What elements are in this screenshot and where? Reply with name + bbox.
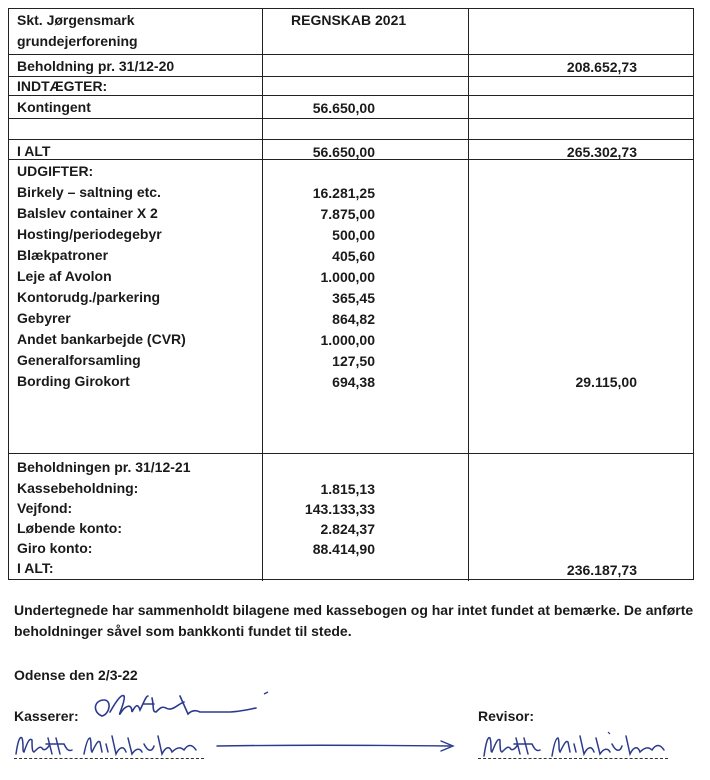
organization-name: Skt. Jørgensmark <box>17 12 135 28</box>
row-divider <box>9 118 693 119</box>
row-divider <box>9 54 693 55</box>
opening-balance-label: Beholdning pr. 31/12-20 <box>17 58 175 74</box>
expense-item-label: Birkely – saltning etc. <box>17 184 161 200</box>
closing-item-label: Vejfond: <box>17 500 73 516</box>
closing-item-amount: 2.824,37 <box>320 521 375 537</box>
subtotal-total: 265.302,73 <box>566 144 637 160</box>
closing-total-label: I ALT: <box>17 560 54 576</box>
arrow-line <box>215 738 465 754</box>
income-heading: INDTÆGTER: <box>17 78 108 94</box>
closing-item-amount: 1.815,13 <box>320 481 375 497</box>
closing-item-label: Kassebeholdning: <box>17 480 139 496</box>
expense-item-amount: 864,82 <box>332 311 375 327</box>
row-divider <box>9 139 693 140</box>
cashier-signature <box>12 730 202 762</box>
expense-item-label: Kontorudg./parkering <box>17 289 161 305</box>
opening-balance-total: 208.652,73 <box>566 59 637 75</box>
expense-item-label: Generalforsamling <box>17 352 141 368</box>
auditor-label: Revisor: <box>478 708 535 724</box>
cashier-initials-signature <box>88 690 278 730</box>
expense-item-amount: 500,00 <box>332 227 375 243</box>
subtotal-amount: 56.650,00 <box>312 144 375 160</box>
expense-item-amount: 694,38 <box>332 374 375 390</box>
income-item-amount: 56.650,00 <box>312 100 375 116</box>
expense-item-amount: 365,45 <box>332 290 375 306</box>
income-item-label: Kontingent <box>17 99 91 115</box>
expense-item-label: Hosting/periodegebyr <box>17 226 162 242</box>
closing-balance-heading: Beholdningen pr. 31/12-21 <box>17 459 191 475</box>
closing-item-label: Giro konto: <box>17 540 93 556</box>
expense-item-amount: 1.000,00 <box>320 332 375 348</box>
auditor-signature <box>478 730 678 762</box>
expense-item-label: Bording Girokort <box>17 373 130 389</box>
document-title: REGNSKAB 2021 <box>291 12 407 28</box>
expense-item-label: Balslev container X 2 <box>17 205 158 221</box>
expense-item-amount: 127,50 <box>332 353 375 369</box>
expenses-heading: UDGIFTER: <box>17 163 94 179</box>
closing-item-amount: 88.414,90 <box>312 541 375 557</box>
place-date: Odense den 2/3-22 <box>14 667 138 683</box>
closing-total: 236.187,73 <box>566 562 637 578</box>
row-divider <box>9 95 693 96</box>
expense-item-label: Andet bankarbejde (CVR) <box>17 331 186 347</box>
expense-item-label: Gebyrer <box>17 310 71 326</box>
subtotal-label: I ALT <box>17 143 51 159</box>
expense-item-amount: 7.875,00 <box>320 206 375 222</box>
expense-item-label: Leje af Avolon <box>17 268 112 284</box>
organization-name-line2: grundejerforening <box>17 33 138 49</box>
audit-statement: Undertegnede har sammenholdt bilagene med kassebogen og har intet fundet at bemærke. De anførte beholdninger såvel som bankkonti fundet til stede. <box>14 602 694 639</box>
expense-item-label: Blækpatroner <box>17 247 109 263</box>
row-divider <box>9 76 693 77</box>
accounts-table <box>8 8 694 580</box>
expense-item-amount: 405,60 <box>332 248 375 264</box>
expense-item-amount: 1.000,00 <box>320 269 375 285</box>
closing-item-label: Løbende konto: <box>17 520 122 536</box>
row-divider <box>9 453 693 454</box>
expenses-total: 29.115,00 <box>575 374 637 390</box>
expense-item-amount: 16.281,25 <box>312 185 375 201</box>
closing-item-amount: 143.133,33 <box>304 501 375 517</box>
cashier-label: Kasserer: <box>14 708 79 724</box>
